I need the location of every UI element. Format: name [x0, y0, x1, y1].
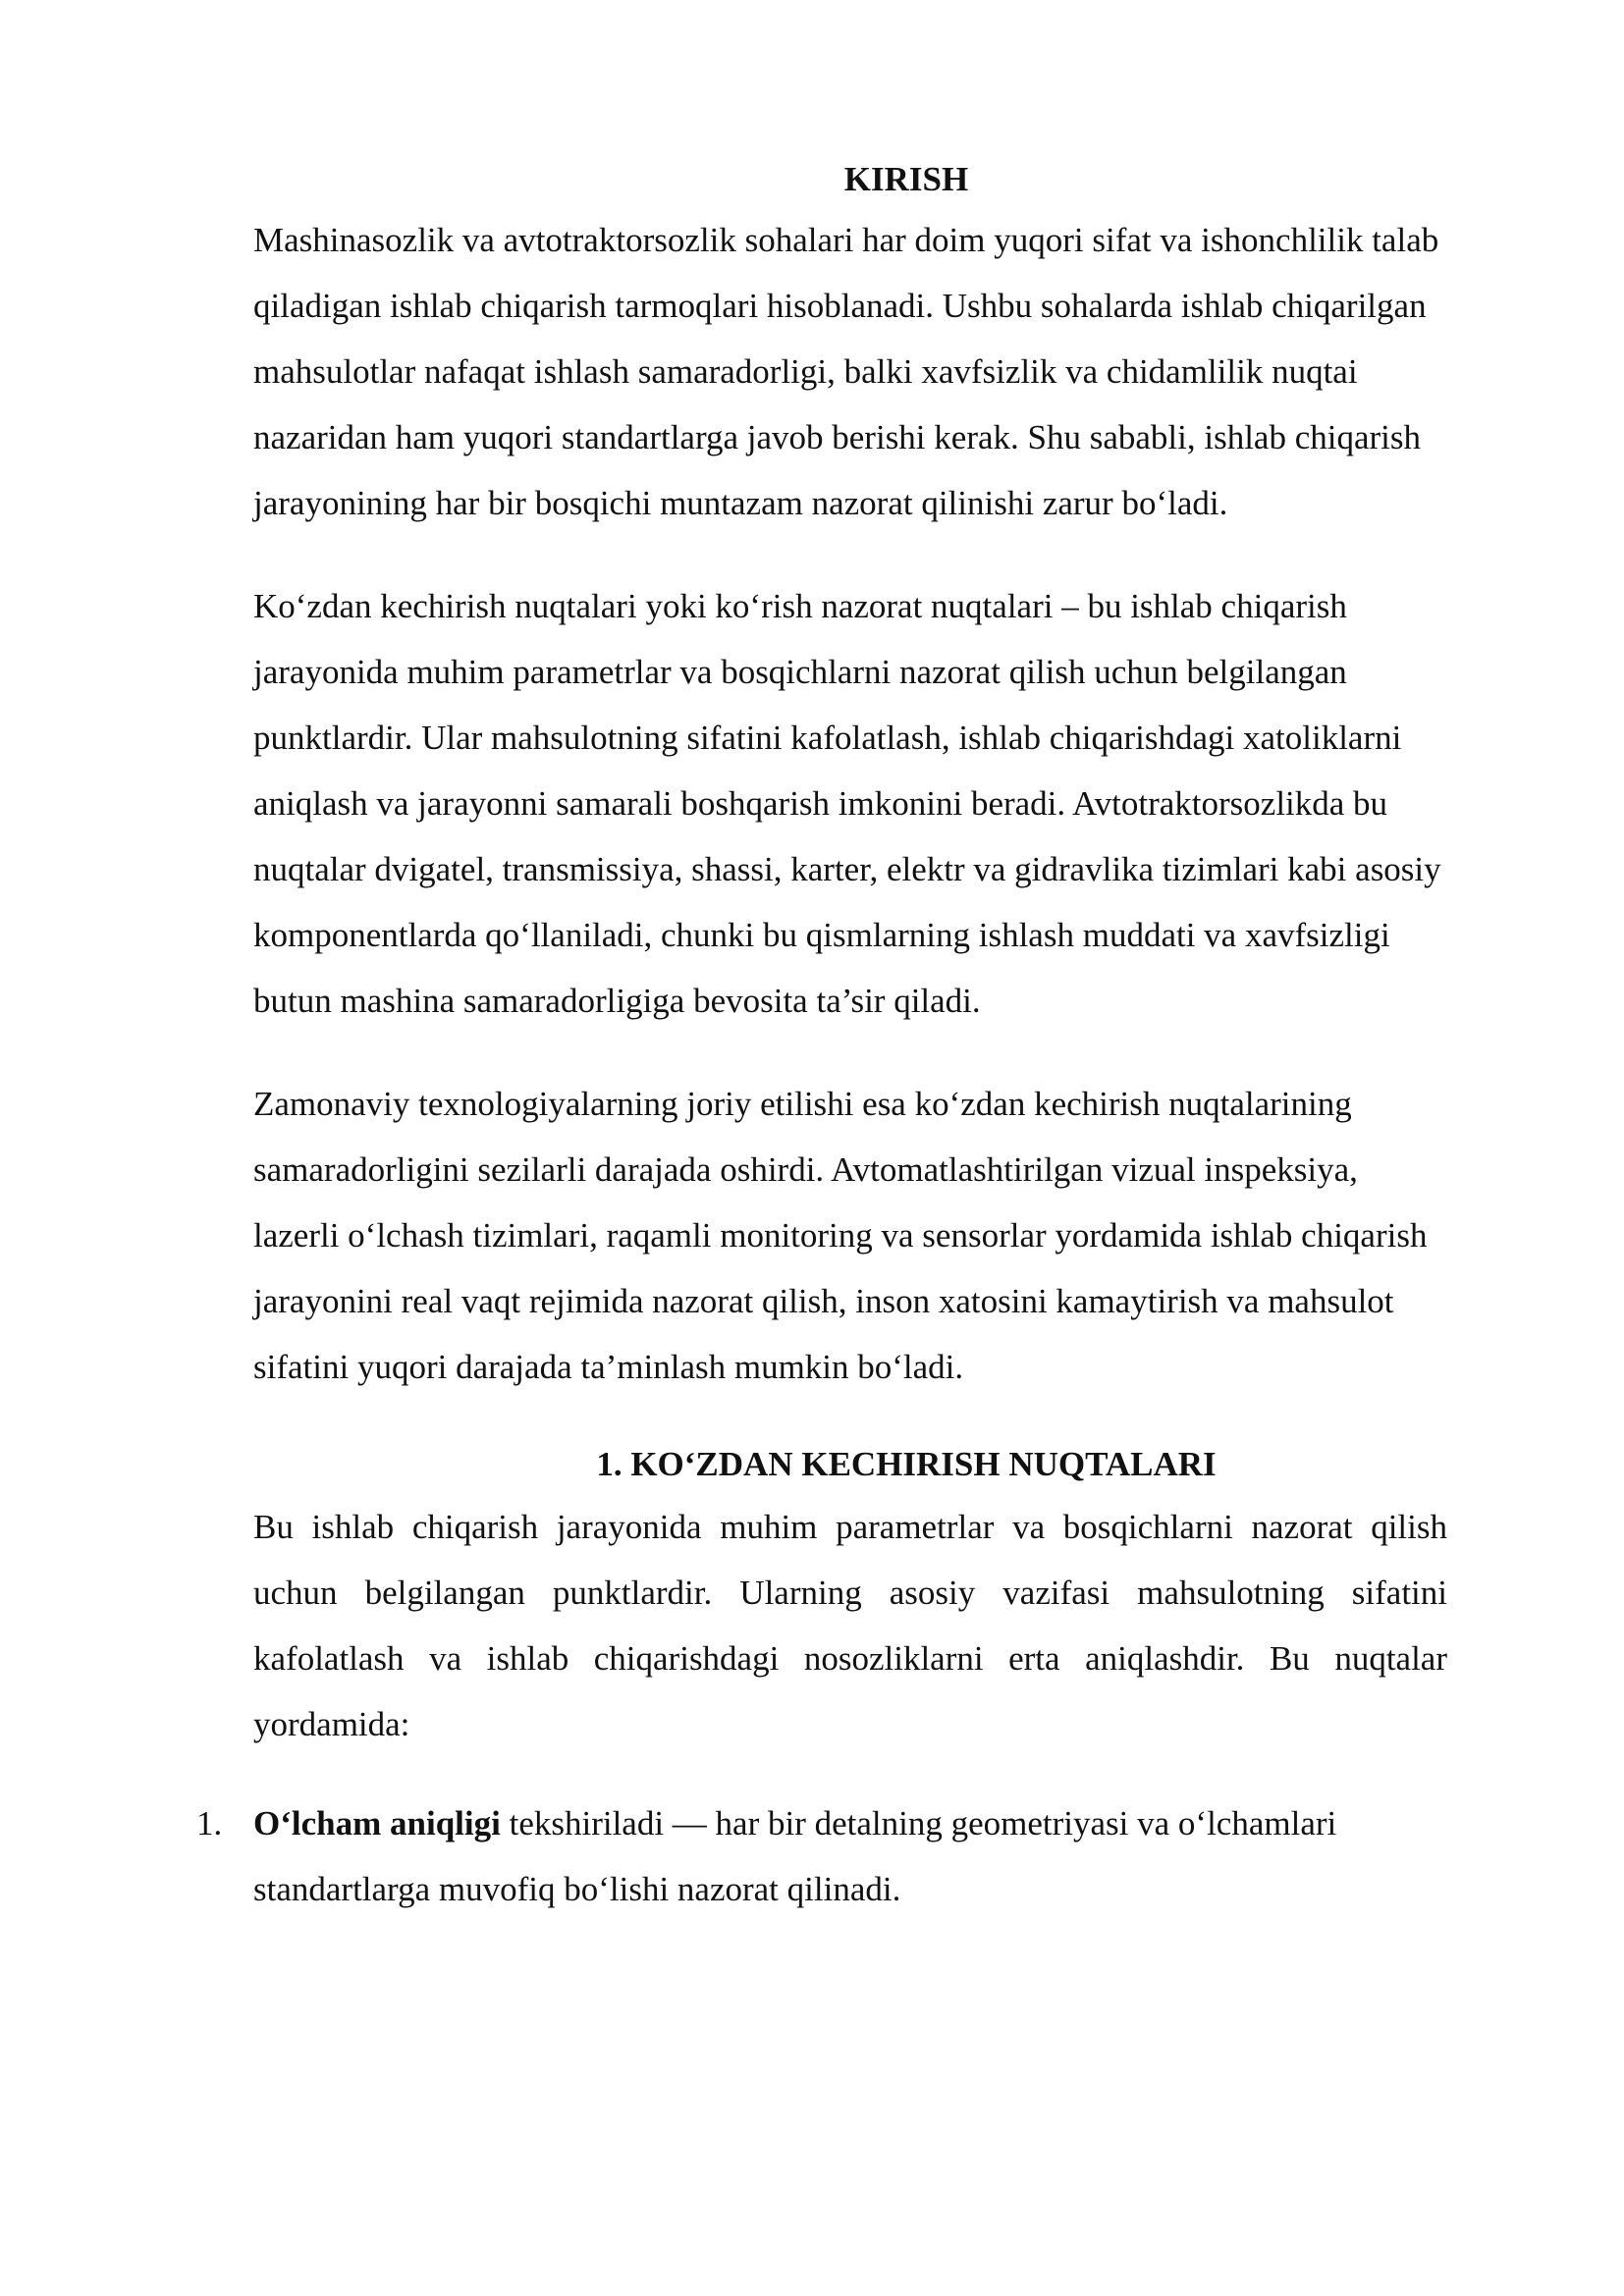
- intro-paragraph-3: Zamonaviy texnologiyalarning joriy etilishi esa ko‘zdan kechirish nuqtalarining samaradorligini sezilarli darajada oshirdi. Avtomatlashtirilgan vizual inspeksiya, lazerli o‘lchash tizimlari, raqamli monitoring va sensorlar yordamida ishlab chiqarish jarayonini real vaqt rejimida nazorat qilish, inson xatosini kamaytirish va mahsulot sifatini yuqori darajada ta’minlash mumkin bo‘ladi.: [253, 1085, 1428, 1386]
- intro-paragraph-1: Mashinasozlik va avtotraktorsozlik sohalari har doim yuqori sifat va ishonchlilik talab qiladigan ishlab chiqarish tarmoqlari hisoblanadi. Ushbu sohalarda ishlab chiqarilgan mahsulotlar nafaqat ishlash samaradorligi, balki xavfsizlik va chidamlilik nuqtai nazaridan ham yuqori standartlarga javob berishi kerak. Shu sababli, ishlab chiqarish jarayonining har bir bosqichi muntazam nazorat qilinishi zarur bo‘ladi.: [253, 221, 1439, 522]
- section-paragraph: Bu ishlab chiqarish jarayonida muhim parametrlar va bosqichlarni nazorat qilish uchun belgilangan punktlardir. Ularning asosiy vazifasi mahsulotning sifatini kafolatlash va ishlab chiqarishdagi nosozliklarni erta aniqlashdir. Bu nuqtalar yordamida:: [253, 1508, 1447, 1743]
- list-item-text: tekshiriladi — har bir detalning geometriyasi va o‘lchamlari standartlarga muvofiq bo‘lishi nazorat qilinadi.: [253, 1804, 1337, 1908]
- list-item-bold-term: O‘lcham aniqligi: [253, 1804, 501, 1842]
- section-heading: [253, 1437, 1447, 1492]
- criteria-list: [196, 1790, 1447, 1922]
- list-item: [196, 1790, 1447, 1922]
- intro-paragraph-2: Ko‘zdan kechirish nuqtalari yoki ko‘rish nazorat nuqtalari – bu ishlab chiqarish jarayonida muhim parametrlar va bosqichlarni nazorat qilish uchun belgilangan punktlardir. Ular mahsulotning sifatini kafolatlash, ishlab chiqarishdagi xatoliklarni aniqlash va jarayonni samarali boshqarish imkonini beradi. Avtotraktorsozlikda bu nuqtalar dvigatel, transmissiya, shassi, karter, elektr va gidravlika tizimlari kabi asosiy komponentlarda qo‘llaniladi, chunki bu qismlarning ishlash muddati va xavfsizligi butun mashina samaradorligiga bevosita ta’sir qiladi.: [253, 587, 1441, 1020]
- list-item-marker: 1.: [196, 1804, 223, 1842]
- section-title: KO‘ZDAN KECHIRISH NUQTALARI: [630, 1445, 1217, 1483]
- heading-kirish: KIRISH: [843, 160, 969, 198]
- section-number: 1.: [596, 1445, 623, 1483]
